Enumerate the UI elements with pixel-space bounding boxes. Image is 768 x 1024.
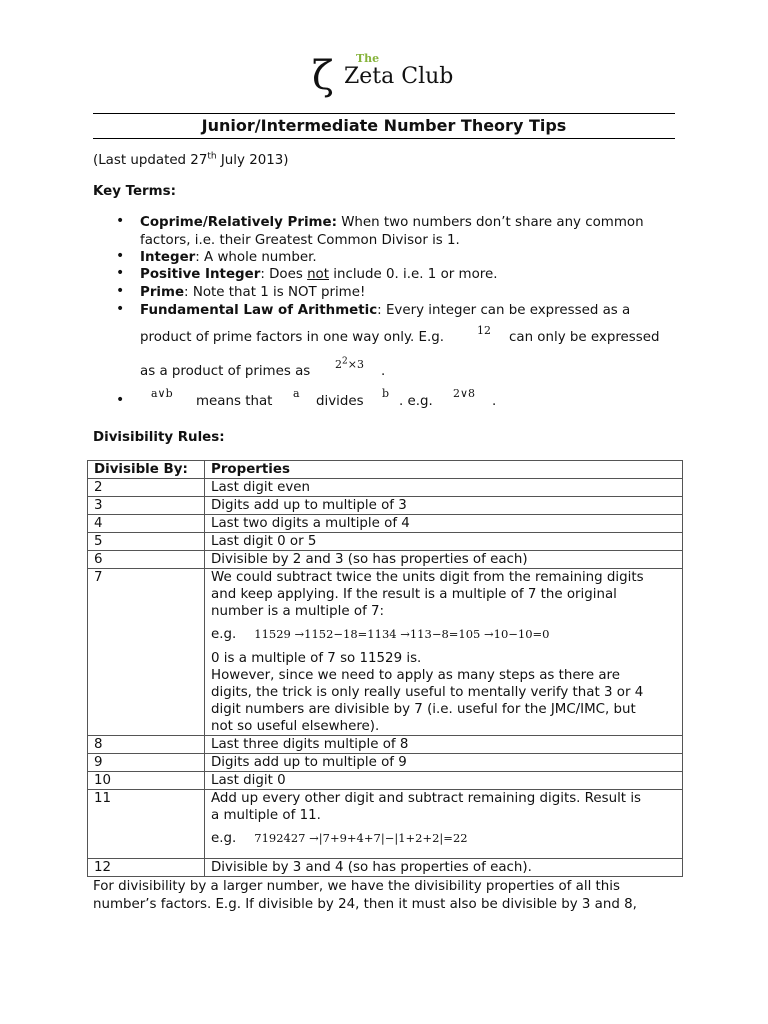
rule7-line: number is a multiple of 7: [211, 604, 385, 619]
table-row [88, 569, 683, 736]
divisibility-heading: Divisibility Rules: [93, 430, 225, 445]
table-cell-property: Last three digits multiple of 8 [205, 736, 683, 754]
math-twelve: 12 [477, 324, 491, 337]
term-fundamental-line2b: can only be expressed [509, 330, 660, 345]
rule7-line: However, since we need to apply as many steps as there are [211, 668, 620, 683]
term-coprime-line2: factors, i.e. their Greatest Common Divisor is 1. [140, 233, 460, 248]
table-row [88, 754, 683, 772]
table-cell-divisor: 8 [88, 736, 205, 754]
table-cell-divisor: 12 [88, 859, 205, 877]
term-fundamental-line2a: product of prime factors in one way only. E.g. [140, 330, 445, 345]
table-cell-property [205, 569, 683, 736]
table-header-row [88, 461, 683, 479]
divisibility-table [87, 460, 683, 877]
bullet-icon: • [116, 283, 125, 299]
table-cell-divisor: 9 [88, 754, 205, 772]
divides-word: divides [316, 394, 364, 409]
table-cell-divisor: 7 [88, 569, 205, 736]
table-cell-property: Digits add up to multiple of 9 [205, 754, 683, 772]
bullet-icon: • [116, 392, 125, 408]
table-cell-property: Digits add up to multiple of 3 [205, 497, 683, 515]
table-row [88, 772, 683, 790]
table-cell-property: Last digit even [205, 479, 683, 497]
table-cell-property [205, 790, 683, 859]
math-example: 2∨8 [453, 387, 476, 400]
footer-line: For divisibility by a larger number, we have the divisibility properties of all this [93, 879, 620, 894]
table-row [88, 515, 683, 533]
rule11-example: e.g. 7192427 →|7+9+4+7|−|1+2+2|=22 [211, 831, 468, 846]
rule11-line: Add up every other digit and subtract remaining digits. Result is [211, 791, 642, 806]
math-prime-factorisation: $2^2\times 3$ [335, 356, 364, 371]
table-cell-divisor: 2 [88, 479, 205, 497]
bullet-icon: • [116, 265, 125, 281]
divides-eg: . e.g. [399, 394, 433, 409]
term-coprime: Coprime/Relatively Prime: When two numbers don’t share any common [140, 215, 644, 230]
math-a-divides-b: a∨b [151, 387, 173, 400]
period: . [381, 364, 386, 379]
table-cell-divisor: 11 [88, 790, 205, 859]
table-row [88, 859, 683, 877]
last-updated: (Last updated 27th July 2013) [93, 151, 289, 168]
math-b: b [382, 387, 390, 400]
bullet-icon: • [116, 301, 125, 317]
table-row [88, 479, 683, 497]
rule7-example: e.g. 11529 →1152−18=1134 →113−8=105 →10−10=0 [211, 627, 550, 642]
term-fundamental-line3: as a product of primes as [140, 364, 311, 379]
rule7-line: not so useful elsewhere). [211, 719, 380, 734]
table-cell-property: Divisible by 2 and 3 (so has properties of each) [205, 551, 683, 569]
logo-name: Zeta Club [344, 64, 454, 89]
table-cell-property: Last digit 0 or 5 [205, 533, 683, 551]
term-integer: Integer: A whole number. [140, 250, 317, 265]
table-cell-divisor: 3 [88, 497, 205, 515]
table-cell-divisor: 4 [88, 515, 205, 533]
table-header-properties: Properties [205, 461, 683, 479]
term-prime: Prime: Note that 1 is NOT prime! [140, 285, 366, 300]
period: . [492, 394, 497, 409]
table-row [88, 790, 683, 859]
table-row [88, 497, 683, 515]
term-positive-integer: Positive Integer: Does not include 0. i.e. 1 or more. [140, 267, 498, 282]
table-header-divisible-by: Divisible By: [88, 461, 205, 479]
table-row [88, 736, 683, 754]
math-a: a [293, 387, 300, 400]
divides-means: means that [196, 394, 273, 409]
table-cell-property: Last two digits a multiple of 4 [205, 515, 683, 533]
title-rule-bottom [93, 138, 675, 139]
table-cell-divisor: 10 [88, 772, 205, 790]
footer-line: number’s factors. E.g. If divisible by 24, then it must also be divisible by 3 and 8, [93, 897, 637, 912]
table-row [88, 533, 683, 551]
title-rule-top [93, 113, 675, 114]
rule11-math: 7192427 →|7+9+4+7|−|1+2+2|=22 [254, 831, 468, 845]
zeta-club-logo [310, 52, 470, 102]
term-fundamental: Fundamental Law of Arithmetic: Every integer can be expressed as a [140, 303, 631, 318]
rule7-line: digits, the trick is only really useful to mentally verify that 3 or 4 [211, 685, 644, 700]
table-cell-property: Divisible by 3 and 4 (so has properties of each). [205, 859, 683, 877]
logo-the: The [356, 52, 380, 65]
key-terms-heading: Key Terms: [93, 184, 176, 199]
rule7-line: and keep applying. If the result is a multiple of 7 the original [211, 587, 617, 602]
rule7-line: digit numbers are divisible by 7 (i.e. useful for the JMC/IMC, but [211, 702, 636, 717]
table-cell-divisor: 5 [88, 533, 205, 551]
bullet-icon: • [116, 248, 125, 264]
bullet-icon: • [116, 213, 125, 229]
rule7-line: 0 is a multiple of 7 so 11529 is. [211, 651, 422, 666]
table-row [88, 551, 683, 569]
table-cell-property: Last digit 0 [205, 772, 683, 790]
page-title: Junior/Intermediate Number Theory Tips [201, 116, 567, 135]
rule11-line: a multiple of 11. [211, 808, 321, 823]
rule7-math: 11529 →1152−18=1134 →113−8=105 →10−10=0 [254, 627, 550, 641]
table-cell-divisor: 6 [88, 551, 205, 569]
zeta-symbol-icon: ζ [312, 53, 334, 99]
rule7-line: We could subtract twice the units digit from the remaining digits [211, 570, 644, 585]
